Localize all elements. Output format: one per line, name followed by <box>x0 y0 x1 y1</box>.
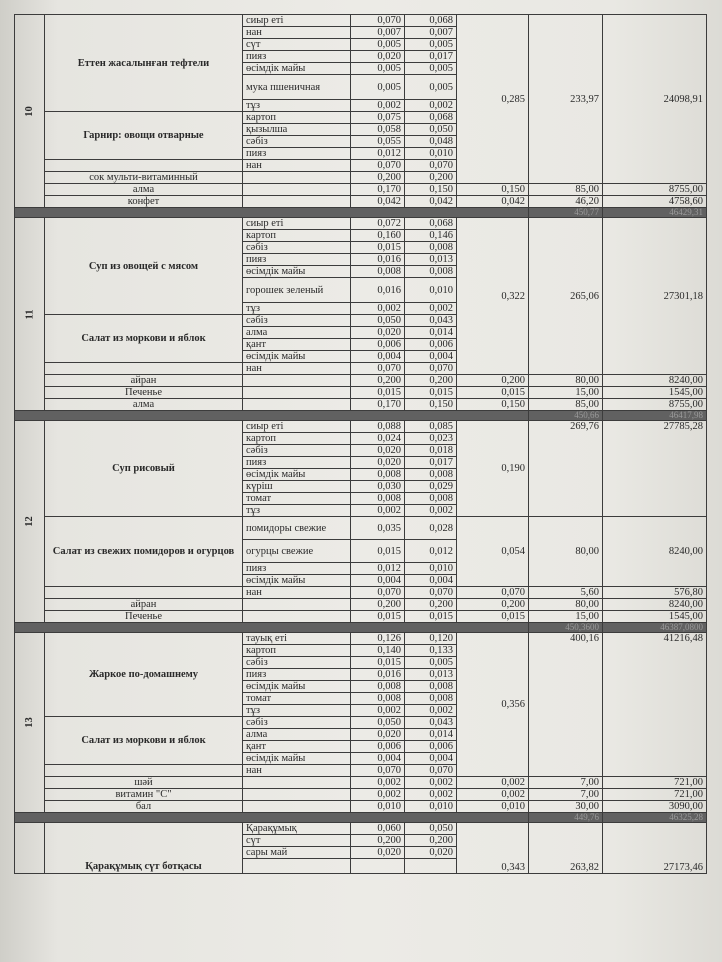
gross: 0,016 <box>351 669 405 681</box>
net: 0,150 <box>405 399 457 411</box>
dish-name: айран <box>45 375 243 387</box>
dish-name: шәй <box>45 777 243 789</box>
net: 0,013 <box>405 669 457 681</box>
dish-yield: 0,285 <box>457 15 529 184</box>
separator <box>15 411 529 421</box>
sum: 8240,00 <box>603 375 707 387</box>
day-number: 13 <box>15 633 45 813</box>
day-total-kcal: 449,76 <box>529 813 603 823</box>
ingredient: мука пшеничная <box>243 75 351 100</box>
ingredient: қант <box>243 741 351 753</box>
yield: 0,200 <box>457 599 529 611</box>
gross: 0,002 <box>351 505 405 517</box>
ingredient: пияз <box>243 563 351 575</box>
ingredient: өсімдік майы <box>243 575 351 587</box>
kcal: 80,00 <box>529 375 603 387</box>
day-number: 11 <box>15 218 45 411</box>
separator <box>15 623 529 633</box>
dish-yield: 0,343 <box>457 823 529 874</box>
net: 0,008 <box>405 266 457 278</box>
gross: 0,042 <box>351 196 405 208</box>
dish-name: Салат из свежих помидоров и огурцов <box>45 517 243 587</box>
dish-name: алма <box>45 399 243 411</box>
day-number: 10 <box>15 15 45 208</box>
kcal: 15,00 <box>529 387 603 399</box>
ingredient: тұз <box>243 303 351 315</box>
day-total-kcal: 450,66 <box>529 411 603 421</box>
gross: 0,002 <box>351 705 405 717</box>
net: 0,010 <box>405 148 457 160</box>
dish-name: конфет <box>45 196 243 208</box>
ingredient: өсімдік майы <box>243 753 351 765</box>
gross: 0,002 <box>351 303 405 315</box>
net: 0,007 <box>405 27 457 39</box>
gross: 0,020 <box>351 457 405 469</box>
dish-name: Қарақұмық сүт ботқасы <box>45 823 243 874</box>
net: 0,008 <box>405 242 457 254</box>
gross: 0,008 <box>351 469 405 481</box>
net: 0,014 <box>405 729 457 741</box>
ingredient: сәбіз <box>243 717 351 729</box>
empty-cell <box>243 375 351 387</box>
empty-cell <box>243 599 351 611</box>
ingredient: нан <box>243 587 351 599</box>
kcal: 85,00 <box>529 399 603 411</box>
net: 0,012 <box>405 540 457 563</box>
gross: 0,012 <box>351 563 405 575</box>
gross: 0,060 <box>351 823 405 835</box>
ingredient: картоп <box>243 230 351 242</box>
kcal: 15,00 <box>529 611 603 623</box>
gross: 0,200 <box>351 599 405 611</box>
empty-cell <box>243 789 351 801</box>
gross: 0,070 <box>351 160 405 172</box>
gross: 0,030 <box>351 481 405 493</box>
gross: 0,008 <box>351 681 405 693</box>
ingredient: томат <box>243 493 351 505</box>
dish-yield: 0,054 <box>457 517 529 587</box>
gross: 0,015 <box>351 387 405 399</box>
gross: 0,140 <box>351 645 405 657</box>
sum: 8240,00 <box>603 599 707 611</box>
kcal: 7,00 <box>529 777 603 789</box>
empty-cell <box>243 777 351 789</box>
ingredient: өсімдік майы <box>243 469 351 481</box>
ingredient: сүт <box>243 835 351 847</box>
day-13-total-row <box>15 813 707 823</box>
gross: 0,004 <box>351 575 405 587</box>
ingredient: пияз <box>243 457 351 469</box>
ingredient: тауық еті <box>243 633 351 645</box>
empty-cell <box>243 399 351 411</box>
empty-cell <box>405 859 457 874</box>
net: 0,200 <box>405 835 457 847</box>
ingredient: сүт <box>243 39 351 51</box>
gross: 0,070 <box>351 363 405 375</box>
ingredient: өсімдік майы <box>243 681 351 693</box>
empty-cell <box>351 859 405 874</box>
day-number: 12 <box>15 421 45 623</box>
yield: 0,070 <box>457 587 529 599</box>
net: 0,085 <box>405 421 457 433</box>
gross: 0,126 <box>351 633 405 645</box>
gross: 0,004 <box>351 753 405 765</box>
net: 0,002 <box>405 100 457 112</box>
net: 0,017 <box>405 457 457 469</box>
dish-kcal: 263,82 <box>529 823 603 874</box>
dish-kcal: 80,00 <box>529 517 603 587</box>
ingredient: сары май <box>243 847 351 859</box>
ingredient: қант <box>243 339 351 351</box>
net: 0,150 <box>405 184 457 196</box>
gross: 0,002 <box>351 789 405 801</box>
gross: 0,050 <box>351 315 405 327</box>
ingredient: пияз <box>243 148 351 160</box>
ingredient: нан <box>243 160 351 172</box>
gross: 0,008 <box>351 493 405 505</box>
net: 0,120 <box>405 633 457 645</box>
ingredient: Қарақұмық <box>243 823 351 835</box>
day-10-total-row <box>15 208 707 218</box>
net: 0,010 <box>405 801 457 813</box>
dish-name: витамин "С" <box>45 789 243 801</box>
net: 0,002 <box>405 777 457 789</box>
gross: 0,002 <box>351 100 405 112</box>
gross: 0,200 <box>351 375 405 387</box>
dish-kcal: 233,97 <box>529 15 603 184</box>
ingredient: өсімдік майы <box>243 351 351 363</box>
net: 0,004 <box>405 575 457 587</box>
empty-cell <box>243 172 351 184</box>
gross: 0,004 <box>351 351 405 363</box>
sum: 4758,60 <box>603 196 707 208</box>
gross: 0,050 <box>351 717 405 729</box>
empty-cell <box>243 611 351 623</box>
gross: 0,020 <box>351 51 405 63</box>
ingredient: тұз <box>243 505 351 517</box>
ingredient: огурцы свежие <box>243 540 351 563</box>
kcal: 80,00 <box>529 599 603 611</box>
empty-cell <box>243 184 351 196</box>
net: 0,050 <box>405 124 457 136</box>
gross: 0,005 <box>351 39 405 51</box>
empty-cell <box>45 587 243 599</box>
gross: 0,010 <box>351 801 405 813</box>
ingredient: алма <box>243 729 351 741</box>
gross: 0,170 <box>351 399 405 411</box>
dish-sum: 41216,48 <box>603 633 707 777</box>
ingredient: сәбіз <box>243 445 351 457</box>
net: 0,146 <box>405 230 457 242</box>
dish-name: сок мульти-витаминный <box>45 172 243 184</box>
gross: 0,008 <box>351 266 405 278</box>
ingredient: күріш <box>243 481 351 493</box>
net: 0,020 <box>405 847 457 859</box>
dish-name: Салат из моркови и яблок <box>45 717 243 765</box>
net: 0,043 <box>405 315 457 327</box>
gross: 0,005 <box>351 75 405 100</box>
ingredient: тұз <box>243 100 351 112</box>
gross: 0,088 <box>351 421 405 433</box>
net: 0,200 <box>405 599 457 611</box>
gross: 0,015 <box>351 242 405 254</box>
gross: 0,160 <box>351 230 405 242</box>
net: 0,015 <box>405 611 457 623</box>
yield: 0,002 <box>457 777 529 789</box>
net: 0,017 <box>405 51 457 63</box>
gross: 0,006 <box>351 339 405 351</box>
yield: 0,010 <box>457 801 529 813</box>
net: 0,068 <box>405 218 457 230</box>
net: 0,023 <box>405 433 457 445</box>
sum: 8755,00 <box>603 184 707 196</box>
ingredient: пияз <box>243 254 351 266</box>
gross: 0,015 <box>351 611 405 623</box>
empty-cell <box>243 196 351 208</box>
ingredient: пияз <box>243 51 351 63</box>
dish-sum: 8240,00 <box>603 517 707 587</box>
dish-name: Печенье <box>45 611 243 623</box>
net: 0,002 <box>405 303 457 315</box>
gross: 0,006 <box>351 741 405 753</box>
dish-name: Суп из овощей с мясом <box>45 218 243 315</box>
gross: 0,072 <box>351 218 405 230</box>
net: 0,048 <box>405 136 457 148</box>
net: 0,005 <box>405 63 457 75</box>
net: 0,005 <box>405 39 457 51</box>
dish-name: Гарнир: овощи отварные <box>45 112 243 160</box>
empty-cell <box>45 765 243 777</box>
gross: 0,075 <box>351 112 405 124</box>
gross: 0,020 <box>351 327 405 339</box>
sum: 8755,00 <box>603 399 707 411</box>
dish-name: Еттен жасалынған тефтели <box>45 15 243 112</box>
yield: 0,015 <box>457 611 529 623</box>
sum: 576,80 <box>603 587 707 599</box>
dish-name: айран <box>45 599 243 611</box>
gross: 0,002 <box>351 777 405 789</box>
net: 0,014 <box>405 327 457 339</box>
day-total-kcal: 450,3600 <box>529 623 603 633</box>
gross: 0,170 <box>351 184 405 196</box>
gross: 0,200 <box>351 835 405 847</box>
net: 0,008 <box>405 469 457 481</box>
separator <box>15 208 529 218</box>
gross: 0,200 <box>351 172 405 184</box>
day-10-block <box>15 15 707 208</box>
net: 0,200 <box>405 375 457 387</box>
day-total-sum: 46417,98 <box>603 411 707 421</box>
empty-cell <box>45 363 243 375</box>
ingredient: томат <box>243 693 351 705</box>
gross: 0,015 <box>351 540 405 563</box>
dish-yield: 0,356 <box>457 633 529 777</box>
net: 0,068 <box>405 112 457 124</box>
yield: 0,002 <box>457 789 529 801</box>
ingredient: помидоры свежие <box>243 517 351 540</box>
ingredient: нан <box>243 765 351 777</box>
yield: 0,015 <box>457 387 529 399</box>
gross: 0,058 <box>351 124 405 136</box>
sum: 721,00 <box>603 789 707 801</box>
ingredient: нан <box>243 363 351 375</box>
dish-name: Печенье <box>45 387 243 399</box>
menu-table <box>14 14 707 874</box>
kcal: 5,60 <box>529 587 603 599</box>
net: 0,004 <box>405 351 457 363</box>
net: 0,015 <box>405 387 457 399</box>
day-total-kcal: 450,77 <box>529 208 603 218</box>
sum: 1545,00 <box>603 611 707 623</box>
kcal: 30,00 <box>529 801 603 813</box>
net: 0,050 <box>405 823 457 835</box>
day-12-block <box>15 421 707 623</box>
net: 0,004 <box>405 753 457 765</box>
net: 0,070 <box>405 587 457 599</box>
dish-name: алма <box>45 184 243 196</box>
net: 0,133 <box>405 645 457 657</box>
ingredient: сәбіз <box>243 657 351 669</box>
gross: 0,020 <box>351 445 405 457</box>
dish-kcal: 400,16 <box>529 633 603 777</box>
dish-sum: 27301,18 <box>603 218 707 375</box>
gross: 0,008 <box>351 693 405 705</box>
ingredient: пияз <box>243 669 351 681</box>
dish-yield: 0,190 <box>457 421 529 517</box>
day-11-total-row <box>15 411 707 421</box>
ingredient: горошек зеленый <box>243 278 351 303</box>
day-14-block <box>15 823 707 874</box>
dish-name: бал <box>45 801 243 813</box>
ingredient: тұз <box>243 705 351 717</box>
yield: 0,200 <box>457 375 529 387</box>
gross: 0,015 <box>351 657 405 669</box>
net: 0,006 <box>405 741 457 753</box>
ingredient: өсімдік майы <box>243 266 351 278</box>
kcal: 46,20 <box>529 196 603 208</box>
ingredient: сәбіз <box>243 315 351 327</box>
gross: 0,070 <box>351 765 405 777</box>
day-12-total-row <box>15 623 707 633</box>
net: 0,013 <box>405 254 457 266</box>
gross: 0,016 <box>351 278 405 303</box>
gross: 0,024 <box>351 433 405 445</box>
dish-yield: 0,322 <box>457 218 529 375</box>
yield: 0,150 <box>457 184 529 196</box>
net: 0,070 <box>405 160 457 172</box>
dish-name: Жаркое по-домашнему <box>45 633 243 717</box>
day-total-sum: 46387,0800 <box>603 623 707 633</box>
ingredient: өсімдік майы <box>243 63 351 75</box>
yield: 0,150 <box>457 399 529 411</box>
net: 0,008 <box>405 681 457 693</box>
day-total-sum: 46429,31 <box>603 208 707 218</box>
gross: 0,020 <box>351 729 405 741</box>
net: 0,028 <box>405 517 457 540</box>
net: 0,070 <box>405 765 457 777</box>
net: 0,043 <box>405 717 457 729</box>
net: 0,042 <box>405 196 457 208</box>
empty-cell <box>45 160 243 172</box>
kcal: 85,00 <box>529 184 603 196</box>
net: 0,029 <box>405 481 457 493</box>
net: 0,010 <box>405 563 457 575</box>
net: 0,006 <box>405 339 457 351</box>
net: 0,002 <box>405 705 457 717</box>
ingredient: сәбіз <box>243 242 351 254</box>
gross: 0,012 <box>351 148 405 160</box>
gross: 0,035 <box>351 517 405 540</box>
gross: 0,070 <box>351 587 405 599</box>
ingredient: картоп <box>243 433 351 445</box>
ingredient: картоп <box>243 112 351 124</box>
sum: 3090,00 <box>603 801 707 813</box>
ingredient: сәбіз <box>243 136 351 148</box>
gross: 0,005 <box>351 63 405 75</box>
net: 0,008 <box>405 693 457 705</box>
sum: 721,00 <box>603 777 707 789</box>
net: 0,018 <box>405 445 457 457</box>
empty-cell <box>243 859 351 874</box>
kcal: 7,00 <box>529 789 603 801</box>
dish-sum: 24098,91 <box>603 15 707 184</box>
dish-sum: 27785,28 <box>603 421 707 517</box>
ingredient: сиыр еті <box>243 15 351 27</box>
day-number <box>15 823 45 874</box>
gross: 0,016 <box>351 254 405 266</box>
net: 0,005 <box>405 657 457 669</box>
net: 0,200 <box>405 172 457 184</box>
separator <box>15 813 529 823</box>
ingredient: сиыр еті <box>243 421 351 433</box>
dish-kcal: 269,76 <box>529 421 603 517</box>
dish-name: Суп рисовый <box>45 421 243 517</box>
ingredient: нан <box>243 27 351 39</box>
empty-cell <box>243 801 351 813</box>
ingredient: сиыр еті <box>243 218 351 230</box>
ingredient: қызылша <box>243 124 351 136</box>
dish-sum: 27173,46 <box>603 823 707 874</box>
net: 0,008 <box>405 493 457 505</box>
gross: 0,007 <box>351 27 405 39</box>
empty-cell <box>243 387 351 399</box>
net: 0,002 <box>405 789 457 801</box>
day-11-block <box>15 218 707 411</box>
ingredient: алма <box>243 327 351 339</box>
net: 0,002 <box>405 505 457 517</box>
dish-kcal: 265,06 <box>529 218 603 375</box>
net: 0,010 <box>405 278 457 303</box>
net: 0,068 <box>405 15 457 27</box>
yield: 0,042 <box>457 196 529 208</box>
sum: 1545,00 <box>603 387 707 399</box>
dish-name: Салат из моркови и яблок <box>45 315 243 363</box>
day-13-block <box>15 633 707 813</box>
net: 0,070 <box>405 363 457 375</box>
gross: 0,070 <box>351 15 405 27</box>
day-total-sum: 46325,28 <box>603 813 707 823</box>
gross: 0,055 <box>351 136 405 148</box>
gross: 0,020 <box>351 847 405 859</box>
ingredient: картоп <box>243 645 351 657</box>
net: 0,005 <box>405 75 457 100</box>
